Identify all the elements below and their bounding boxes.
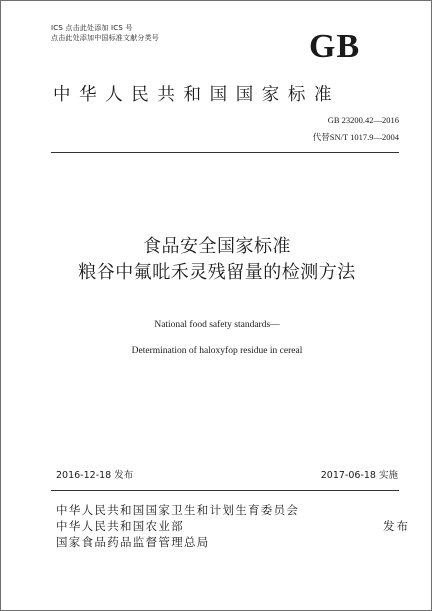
implementation-date: 2017-06-18 实施 xyxy=(320,470,398,481)
replaced-standard: 代替SN/T 1017.9—2004 xyxy=(312,132,399,142)
top-divider xyxy=(51,152,399,153)
national-standard-heading: 中华人民共和国国家标准 xyxy=(53,85,341,105)
classification-number: 点击此处添加中国标准文献分类号 xyxy=(51,34,159,42)
publish-label: 发布 xyxy=(383,519,410,533)
issue-date: 2016-12-18 发布 xyxy=(56,470,134,481)
bottom-divider xyxy=(51,490,399,491)
issuer-health-commission: 中华人民共和国国家卫生和计划生育委员会 xyxy=(56,503,300,517)
title-chinese-line-2: 粮谷中氟吡禾灵残留量的检测方法 xyxy=(78,262,356,283)
ics-number: ICS 点击此处添加 ICS 号 xyxy=(51,24,133,32)
classification-block xyxy=(51,23,159,43)
standard-number: GB 23200.42—2016 xyxy=(327,115,399,125)
title-english-line-2: Determination of haloxyfop residue in cereal xyxy=(131,346,303,356)
gb-logo: GB xyxy=(309,28,361,65)
issuer-ministry-agriculture: 中华人民共和国农业部 xyxy=(56,519,184,533)
issuer-food-drug-administration: 国家食品药品监督管理总局 xyxy=(56,535,210,549)
title-english-line-1: National food safety standards— xyxy=(154,320,280,330)
title-chinese-line-1: 食品安全国家标准 xyxy=(143,236,291,257)
